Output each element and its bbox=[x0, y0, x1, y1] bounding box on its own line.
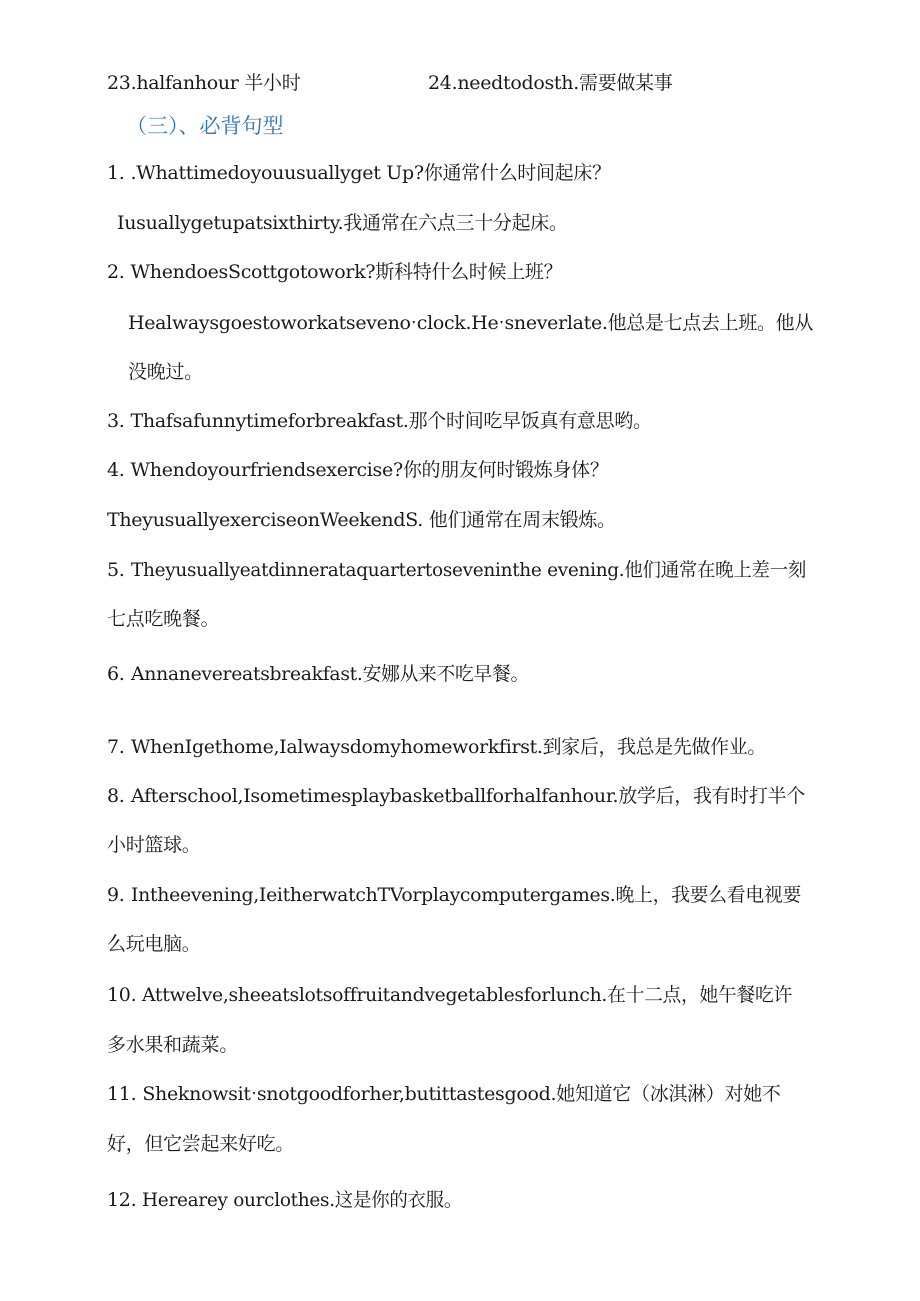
sentence-8-line2: 小时篮球。 bbox=[107, 834, 201, 856]
sentence-7: 7. WhenIgethome,Ialwaysdomyhomeworkfirst.到家后，我总是先做作业。 bbox=[107, 736, 766, 758]
sentence-9-line1: 9. Intheevening,IeitherwatchTVorplaycomputergames.晚上，我要么看电视要 bbox=[107, 884, 801, 906]
sentence-2-line3: 没晚过。 bbox=[128, 361, 203, 383]
sentence-10-line2: 多水果和蔬菜。 bbox=[107, 1034, 238, 1056]
sentence-1-line2: Iusuallygetupatsixthirty.我通常在六点三十分起床。 bbox=[117, 212, 568, 234]
sentence-6: 6. Annanevereatsbreakfast.安娜从来不吃早餐。 bbox=[107, 663, 529, 685]
sentence-4-line2: TheyusuallyexerciseonWeekendS. 他们通常在周末锻炼。 bbox=[107, 509, 616, 531]
sentence-3: 3. Thafsafunnytimeforbreakfast.那个时间吃早饭真有意思哟。 bbox=[107, 410, 652, 432]
section-heading: （三）、必背句型 bbox=[126, 114, 284, 138]
sentence-9-line2: 么玩电脑。 bbox=[107, 933, 201, 955]
sentence-12: 12. Herearey ourclothes.这是你的衣服。 bbox=[107, 1189, 463, 1211]
vocab-item-23: 23.halfanhour 半小时 bbox=[107, 72, 301, 94]
sentence-1-line1: 1. .Whattimedoyouusuallyget Up?你通常什么时间起床？ bbox=[107, 162, 611, 184]
sentence-5-line2: 七点吃晚餐。 bbox=[107, 608, 220, 630]
sentence-4-line1: 4. Whendoyourfriendsexercise?你的朋友何时锻炼身体？ bbox=[107, 459, 609, 481]
sentence-2-line1: 2. WhendoesScottgotowork?斯科特什么时候上班？ bbox=[107, 261, 563, 283]
sentence-2-line2: Healwaysgoestoworkatsevenoˑclock.Heˑsneverlate.他总是七点去上班。他从 bbox=[128, 312, 814, 334]
sentence-11-line2: 好，但它尝起来好吃。 bbox=[107, 1133, 295, 1155]
vocab-item-24: 24.needtodosth.需要做某事 bbox=[428, 72, 673, 94]
sentence-11-line1: 11. Sheknowsitˑsnotgoodforher,butittastesgood.她知道它（冰淇淋）对她不 bbox=[107, 1083, 781, 1105]
sentence-8-line1: 8. Afterschool,Isometimesplaybasketballforhalfanhour.放学后，我有时打半个 bbox=[107, 785, 805, 807]
sentence-5-line1: 5. Theyusuallyeatdinnerataquartertoseveninthe evening.他们通常在晚上差一刻 bbox=[107, 559, 806, 581]
sentence-10-line1: 10. Attwelve,sheeatslotsoffruitandvegetablesforlunch.在十二点，她午餐吃许 bbox=[107, 984, 793, 1006]
